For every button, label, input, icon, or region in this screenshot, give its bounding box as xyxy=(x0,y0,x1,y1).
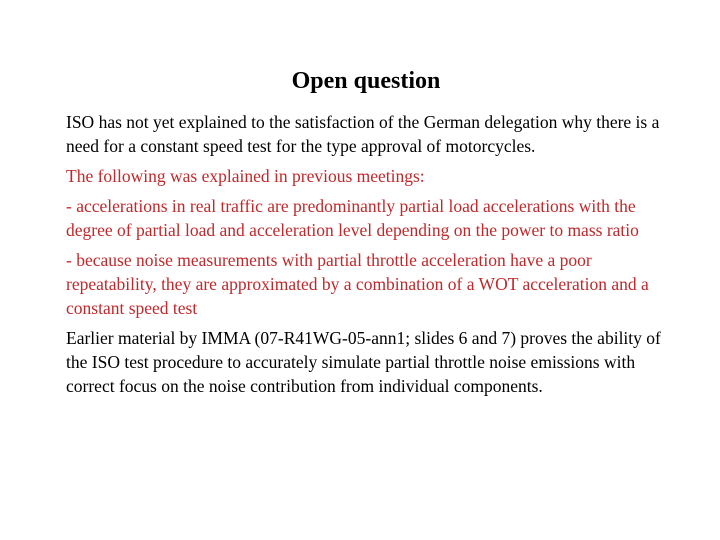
paragraph-iso-question: ISO has not yet explained to the satisfaction of the German delegation why there is a need for a constant speed test for the type approval of motorcycles. xyxy=(66,112,660,156)
paragraph-repeatability: - because noise measurements with partial throttle acceleration have a poor repeatability, they are approximated by a combination of a WOT acceleration and a constant speed test xyxy=(66,250,649,318)
paragraph-previous-meetings: The following was explained in previous meetings: xyxy=(66,166,425,186)
paragraph-accelerations: - accelerations in real traffic are predominantly partial load accelerations with the degree of partial load and acceleration level depending on the power to mass ratio xyxy=(66,196,639,240)
slide-title: Open question xyxy=(291,68,441,94)
slide-body xyxy=(66,110,666,404)
paragraph-imma-material: Earlier material by IMMA (07-R41WG-05-ann1; slides 6 and 7) proves the ability of the ISO test procedure to accurately simulate partial throttle noise emissions with correct focus on the noise contribution from individual components. xyxy=(66,328,661,396)
